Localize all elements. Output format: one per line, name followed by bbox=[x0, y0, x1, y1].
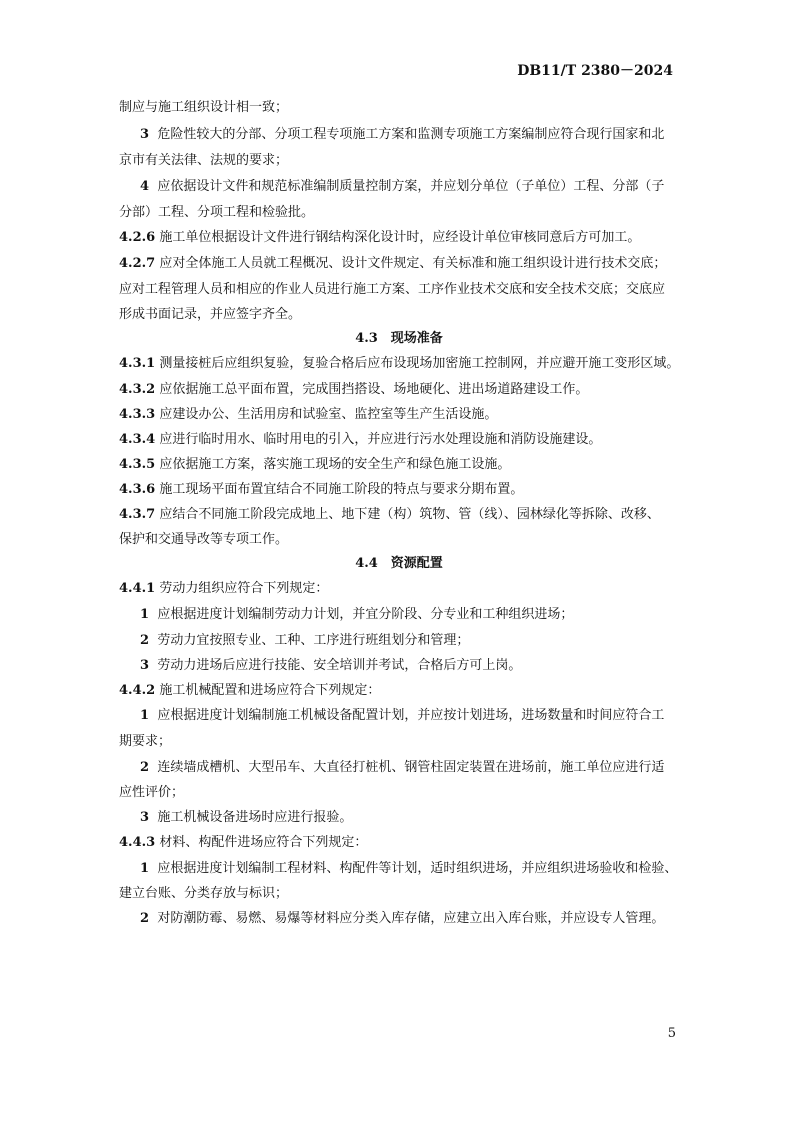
page-number: 5 bbox=[667, 1026, 676, 1041]
item-number: 1 bbox=[140, 708, 150, 723]
clause bbox=[119, 481, 679, 499]
item-text: 对防潮防霉、易燃、易爆等材料应分类入库存储，应建立出入库台账，并应设专人管理。 bbox=[157, 911, 665, 926]
clause-text: 应对全体施工人员就工程概况、设计文件规定、有关标准和施工组织设计进行技术交底； bbox=[159, 256, 667, 271]
standard-number: DB11/T 2380－2024 bbox=[517, 63, 673, 79]
clause-number: 4.4.1 bbox=[119, 581, 156, 596]
clause-number: 4.3.3 bbox=[119, 407, 156, 422]
text-line: 形成书面记录，并应签字齐全。 bbox=[119, 307, 302, 322]
clause-text: 施工现场平面布置宜结合不同施工阶段的特点与要求分期布置。 bbox=[159, 482, 524, 497]
text-line: 分部）工程、分项工程和检验批。 bbox=[119, 205, 315, 220]
item-text: 应根据进度计划编制劳动力计划，并宜分阶段、分专业和工种组织进场； bbox=[157, 607, 574, 622]
item-text: 危险性较大的分部、分项工程专项施工方案和监测专项施工方案编制应符合现行国家和北 bbox=[157, 127, 665, 142]
section-heading-4-4: 4.4 资源配置 bbox=[355, 556, 443, 571]
clause-text: 材料、构配件进场应符合下列规定： bbox=[159, 835, 368, 850]
text-line: 建立台账、分类存放与标识； bbox=[119, 886, 289, 901]
clause-number: 4.3.1 bbox=[119, 356, 156, 371]
item-number: 2 bbox=[140, 760, 150, 775]
clause-text: 应建设办公、生活用房和试验室、监控室等生产生活设施。 bbox=[159, 407, 498, 422]
item-number: 3 bbox=[140, 127, 150, 142]
item-number: 3 bbox=[140, 810, 150, 825]
item-text: 应根据进度计划编制施工机械设备配置计划，并应按计划进场，进场数量和时间应符合工 bbox=[157, 708, 665, 723]
list-item bbox=[140, 809, 679, 827]
clause-text: 应依据施工方案，落实施工现场的安全生产和绿色施工设施。 bbox=[159, 457, 511, 472]
clause bbox=[119, 682, 679, 700]
clause-number: 4.4.2 bbox=[119, 683, 156, 698]
clause bbox=[119, 506, 679, 524]
clause-text: 应依据施工总平面布置，完成围挡搭设、场地硬化、进出场道路建设工作。 bbox=[159, 382, 589, 397]
clause bbox=[119, 406, 679, 424]
clause bbox=[119, 355, 679, 373]
clause-text: 施工单位根据设计文件进行钢结构深化设计时，应经设计单位审核同意后方可加工。 bbox=[159, 230, 641, 245]
clause bbox=[119, 381, 679, 399]
clause bbox=[119, 431, 679, 449]
clause-number: 4.3.7 bbox=[119, 507, 156, 522]
item-text: 应根据进度计划编制工程材料、构配件等计划，适时组织进场，并应组织进场验收和检验、 bbox=[157, 861, 678, 876]
item-number: 1 bbox=[140, 861, 150, 876]
text-line: 制应与施工组织设计相一致； bbox=[119, 100, 289, 115]
section-heading-4-3: 4.3 现场准备 bbox=[355, 331, 443, 346]
item-text: 劳动力宜按照专业、工种、工序进行班组划分和管理； bbox=[157, 633, 470, 648]
clause-number: 4.3.2 bbox=[119, 382, 156, 397]
list-item bbox=[140, 657, 679, 675]
text-line: 期要求； bbox=[119, 734, 172, 749]
clause-text: 应结合不同施工阶段完成地上、地下建（构）筑物、管（线）、园林绿化等拆除、改移、 bbox=[159, 507, 660, 522]
clause-text: 施工机械配置和进场应符合下列规定： bbox=[159, 683, 381, 698]
clause bbox=[119, 834, 679, 852]
clause-number: 4.2.7 bbox=[119, 256, 156, 271]
list-item bbox=[140, 632, 679, 650]
clause bbox=[119, 229, 679, 247]
list-item bbox=[140, 606, 679, 624]
text-line: 保护和交通导改等专项工作。 bbox=[119, 532, 289, 547]
list-item bbox=[140, 910, 679, 928]
text-line: 应性评价； bbox=[119, 785, 185, 800]
item-number: 1 bbox=[140, 607, 150, 622]
list-item bbox=[140, 126, 679, 144]
item-text: 应依据设计文件和规范标准编制质量控制方案，并应划分单位（子单位）工程、分部（子 bbox=[157, 179, 665, 194]
clause-number: 4.3.5 bbox=[119, 457, 156, 472]
clause-number: 4.2.6 bbox=[119, 230, 156, 245]
clause-number: 4.3.4 bbox=[119, 432, 156, 447]
text-line: 应对工程管理人员和相应的作业人员进行施工方案、工序作业技术交底和安全技术交底；交底应 bbox=[119, 282, 666, 297]
item-text: 连续墙成槽机、大型吊车、大直径打桩机、钢管柱固定装置在进场前，施工单位应进行适 bbox=[157, 760, 665, 775]
item-text: 劳动力进场后应进行技能、安全培训并考试，合格后方可上岗。 bbox=[157, 658, 522, 673]
clause-text: 测量接桩后应组织复验，复验合格后应布设现场加密施工控制网，并应避开施工变形区域。 bbox=[159, 356, 680, 371]
list-item bbox=[140, 178, 679, 196]
list-item bbox=[140, 860, 679, 878]
text-line: 京市有关法律、法规的要求； bbox=[119, 153, 289, 168]
item-number: 2 bbox=[140, 633, 150, 648]
item-number: 4 bbox=[140, 179, 150, 194]
item-text: 施工机械设备进场时应进行报验。 bbox=[157, 810, 353, 825]
clause bbox=[119, 255, 679, 273]
clause-text: 应进行临时用水、临时用电的引入，并应进行污水处理设施和消防设施建设。 bbox=[159, 432, 602, 447]
item-number: 3 bbox=[140, 658, 150, 673]
clause bbox=[119, 580, 679, 598]
clause-text: 劳动力组织应符合下列规定： bbox=[159, 581, 329, 596]
clause-number: 4.3.6 bbox=[119, 482, 156, 497]
clause bbox=[119, 456, 679, 474]
item-number: 2 bbox=[140, 911, 150, 926]
list-item bbox=[140, 759, 679, 777]
clause-number: 4.4.3 bbox=[119, 835, 156, 850]
list-item bbox=[140, 707, 679, 725]
